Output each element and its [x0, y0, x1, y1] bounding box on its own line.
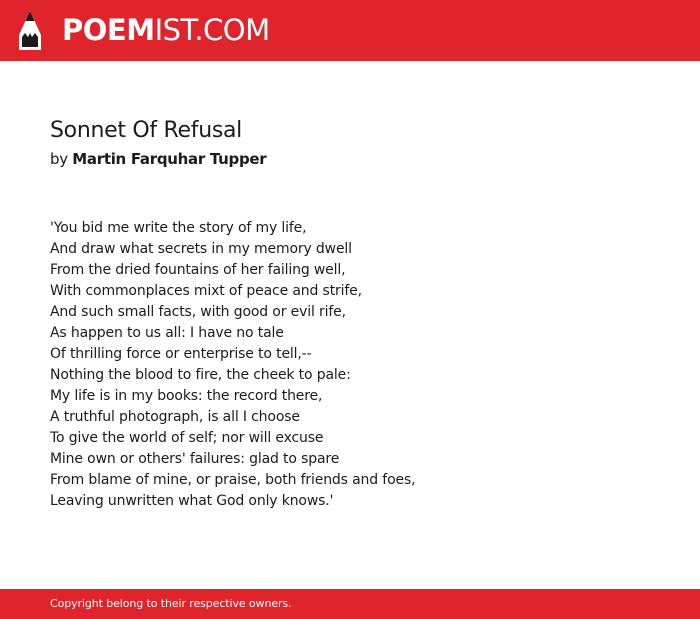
poem-line: Of thrilling force or enterprise to tell,--	[50, 346, 312, 362]
poem-title: Sonnet Of Refusal	[50, 118, 242, 143]
poem-line: With commonplaces mixt of peace and strife,	[50, 283, 362, 299]
poem-line: As happen to us all: I have no tale	[50, 325, 284, 341]
poem-header	[50, 116, 670, 170]
poem-line: Leaving unwritten what God only knows.'	[50, 493, 334, 509]
poem-line: My life is in my books: the record there,	[50, 388, 323, 404]
poem-line: And draw what secrets in my memory dwell	[50, 241, 352, 257]
author-name: Martin Farquhar Tupper	[72, 150, 267, 168]
poem-line: 'You bid me write the story of my life,	[50, 220, 307, 236]
poem-line: Nothing the blood to fire, the cheek to pale:	[50, 367, 351, 383]
by-label: by	[50, 150, 68, 168]
byline	[50, 148, 670, 170]
copyright-text: Copyright belong to their respective owners.	[50, 597, 292, 610]
poem-line: From the dried fountains of her failing well,	[50, 262, 346, 278]
site-footer	[0, 589, 700, 619]
poem-line: A truthful photograph, is all I choose	[50, 409, 300, 425]
logo-bold-text: POEM	[62, 13, 155, 47]
poem-line: And such small facts, with good or evil rife,	[50, 304, 346, 320]
poem-body	[50, 218, 670, 512]
logo-light-text: IST.COM	[154, 13, 270, 47]
poem-line: To give the world of self; nor will excuse	[50, 430, 324, 446]
pencil-icon[interactable]	[18, 10, 42, 51]
poem-line: Mine own or others' failures: glad to spare	[50, 451, 340, 467]
site-logo[interactable]	[62, 12, 270, 48]
poem-line: From blame of mine, or praise, both friends and foes,	[50, 472, 416, 488]
site-header	[0, 0, 700, 61]
